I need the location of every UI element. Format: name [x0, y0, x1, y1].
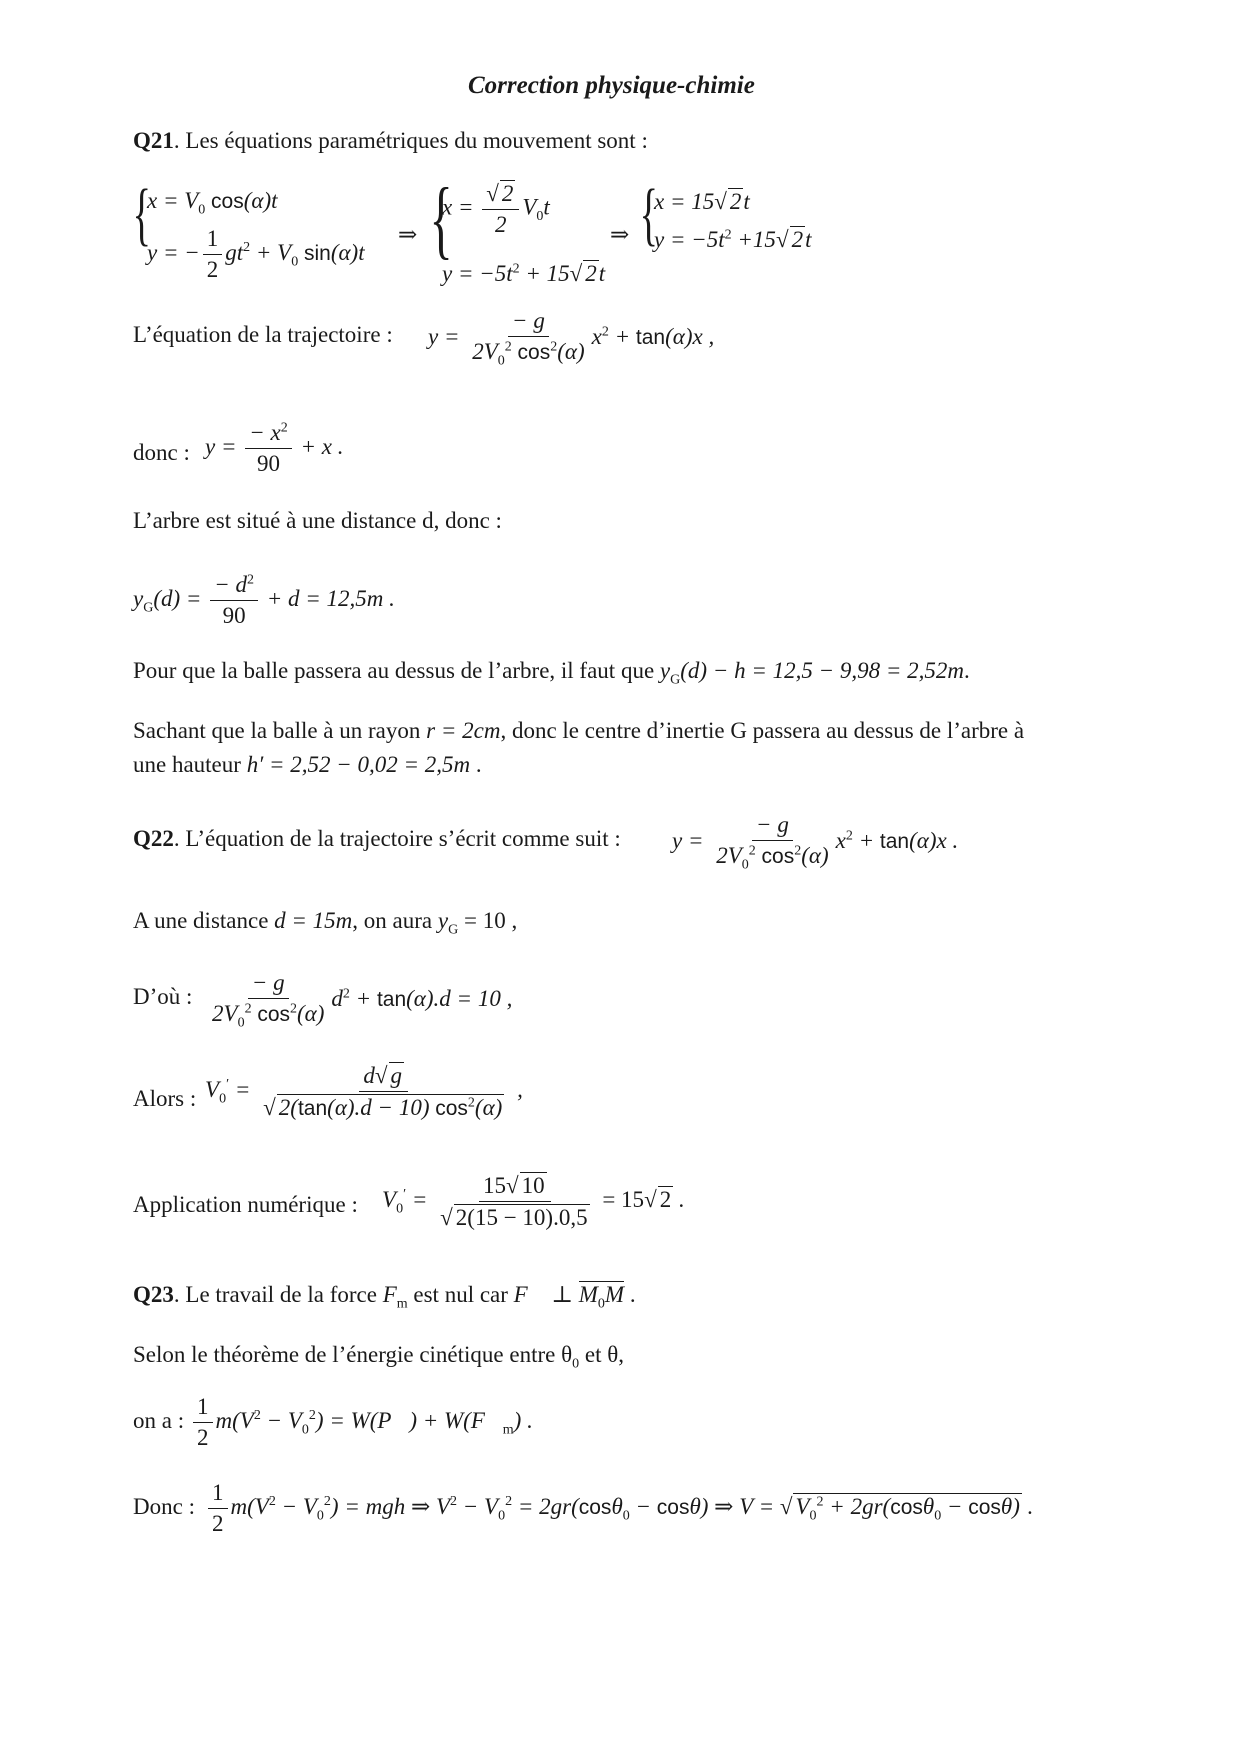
q22-distance-line: A une distance d = 15m, on aura $y_G = 10$ , [133, 908, 518, 938]
q21-hauteur-value: h′ = 2,52 − 0,02 = 2,5m [246, 752, 471, 777]
coef-plus15: +15 [737, 227, 776, 252]
q23-intro-line: Q23. Le travail de la force $F_m$ est nul car F⃗ ⊥ $M_0M$ . [133, 1282, 636, 1312]
q22-app-result-sqrt: 2 [659, 1186, 672, 1212]
q22-alors-label: Alors : [133, 1086, 197, 1111]
q22-intro-line [133, 826, 621, 852]
q22-app-sqrt: 10 [521, 1173, 545, 1198]
coef-minus5: −5t [691, 227, 725, 252]
q21-pour-text: Pour que la balle passera au dessus de l’arbre, il faut que [133, 658, 655, 683]
implies-arrow-2: ⇒ [610, 222, 630, 247]
q23-ona-label: on a : [133, 1408, 185, 1433]
q21-yg-result: = 12,5m [305, 585, 384, 611]
q22-traj-equation: y = $\frac{- g}{2V_0^2 \cos^2(\alpha)}$ $x^2 + \tan(\alpha)x$ . [672, 812, 959, 873]
q22-dou-label: D’où : [133, 984, 193, 1009]
q23-donc-equation: $\frac{1}{2}$ $m(V^2 - V_0^2)$ = mgh ⇒ $V^2 - V_0^2 = 2gr(\cos\theta_0 - \cos\theta)$ ⇒ V = √ $V_0^2 + 2gr(\cos\theta_0 - \cos\theta)$ . [205, 1480, 1033, 1537]
q21-traj-label: L’équation de la trajectoire : [133, 322, 393, 347]
q21-sachant-line: Sachant que la balle à un rayon r = 2cm, donc le centre d’inertie G passera au dessus de l’arbre à [133, 718, 1025, 743]
q21-pour-calc: = 12,5 − 9,98 = 2,52m [751, 658, 965, 683]
q21-pour-line: Pour que la balle passera au dessus de l’arbre, il faut que $y_G(d) - h = 12,5 - 9,98 = 2,52m$. [133, 658, 970, 688]
implies-arrow-1: ⇒ [398, 222, 418, 247]
q22-distance-d: d = 15m [274, 908, 353, 933]
q22-distance-yg: = 10 , [463, 908, 518, 933]
coef-15: 15 [691, 189, 715, 214]
q22-intro: . L’équation de la trajectoire s’écrit comme suit : [173, 826, 621, 851]
q22-app-result: = 15 [602, 1186, 645, 1212]
q21-yg-equation: $y_G(d)$ = $\frac{- d^2}{90}$ + d = 12,5m . [133, 572, 395, 628]
q23-label: Q23 [133, 1282, 174, 1307]
q22-alors-equation: $V_0'$ = $\frac{d√ g}{√ 2(\tan(\alpha).d - 10) \cos^2(\alpha)}$ , [205, 1063, 523, 1120]
q22-app-den: 2(15 − 10).0,5 [455, 1205, 588, 1230]
page-title: Correction physique-chimie [468, 72, 755, 99]
q21-intro: . Les équations paramétriques du mouvement sont : [173, 128, 648, 153]
q23-selon-line: Selon le théorème de l’énergie cinétique entre $\theta_0$ et θ, [133, 1342, 624, 1372]
q21-arbre-text: L’arbre est situé à une distance d, donc : [133, 508, 502, 533]
q21-label: Q21 [133, 128, 174, 153]
q21-rayon: r = 2cm [426, 718, 501, 743]
q22-app-equation: $V_0'$ = $\frac{15√ 10}{√ 2(15 - 10).0,5}$ = 15√ 2 . [382, 1173, 685, 1230]
q23-donc-label: Donc : [133, 1494, 195, 1519]
q22-label: Q22 [133, 826, 174, 851]
q21-intro-line [133, 128, 648, 154]
q21-donc-equation: y = $\frac{- x^2}{90}$ + x . [205, 420, 344, 476]
q21-hauteur-line: une hauteur h′ = 2,52 − 0,02 = 2,5m . [133, 752, 482, 777]
q23-ona-equation: $\frac{1}{2}$ $m(V^2 - V_0^2)$ = W(P⃗) + $W(F⃗_m)$ . [190, 1394, 533, 1451]
q21-donc-label: donc : [133, 440, 190, 465]
q22-app-num: 15 [483, 1173, 507, 1198]
q22-dou-equation: $\frac{- g}{2V_0^2 \cos^2(\alpha)}$ $d^2 + \tan(\alpha).d = 10$ , [212, 970, 513, 1031]
q21-traj-equation: y = $\frac{- g}{2V_0^2 \cos^2(\alpha)}$ $x^2 + \tan(\alpha)x$ , [428, 308, 715, 369]
q22-app-label: Application numérique : [133, 1192, 358, 1217]
q22-dou-result: = 10 , [456, 986, 513, 1012]
